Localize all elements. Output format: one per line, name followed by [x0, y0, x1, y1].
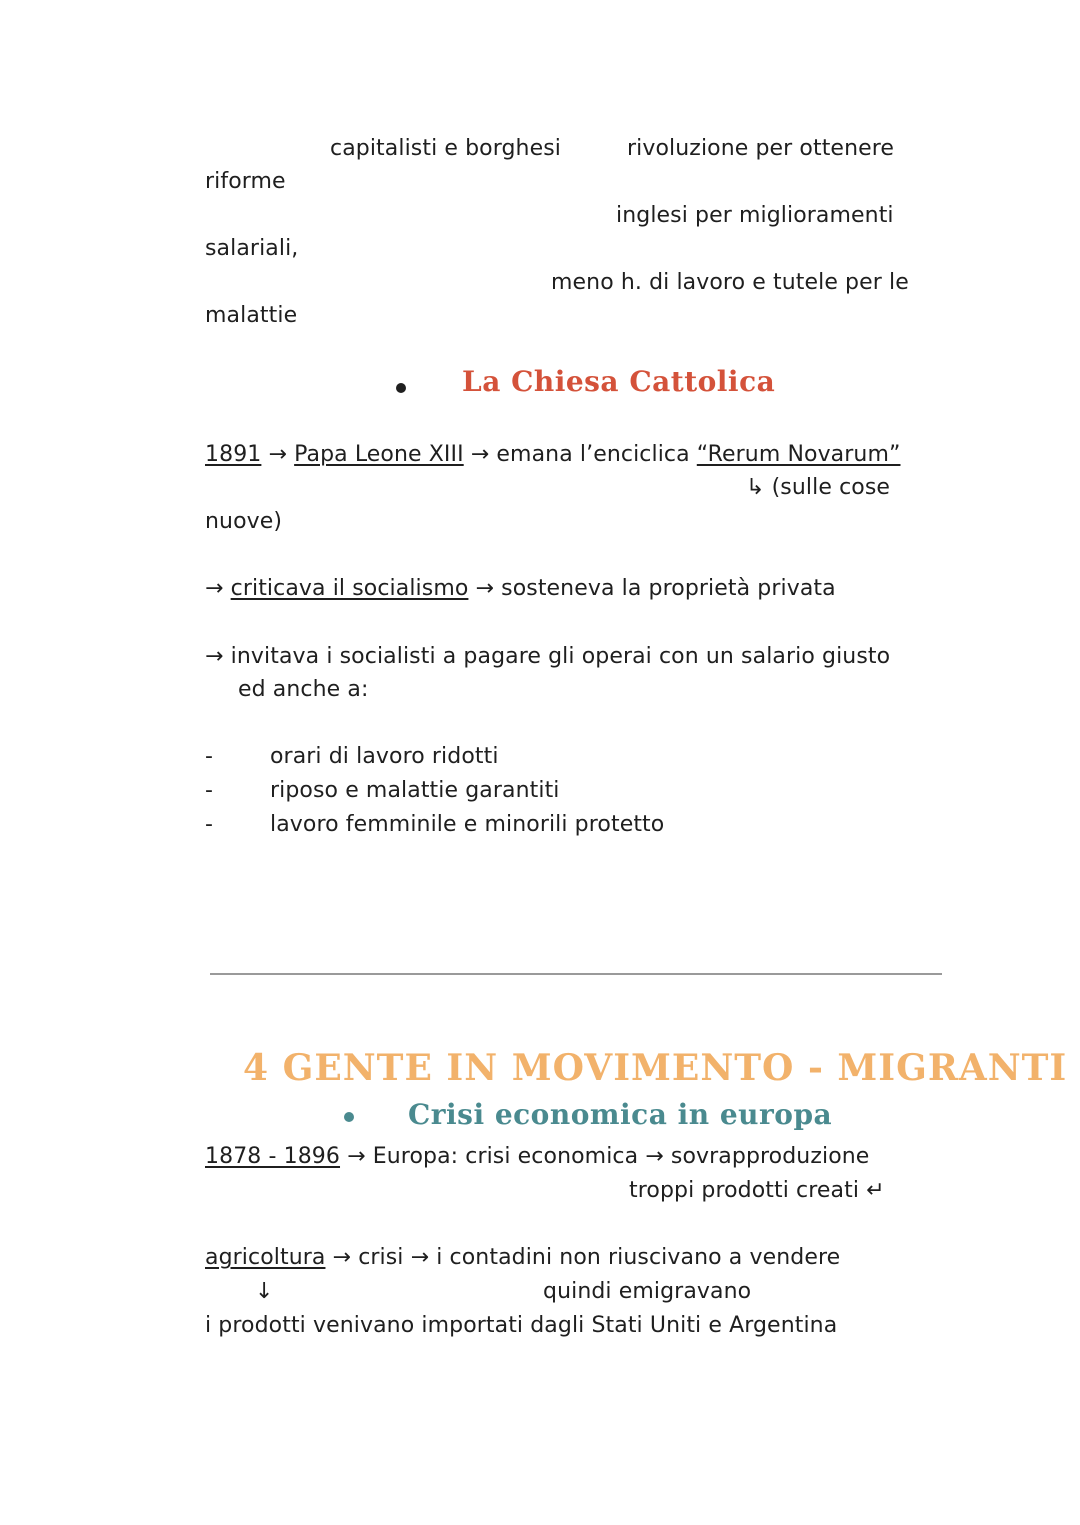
crisi-line-import: i prodotti venivano importati dagli Stati Uniti e Argentina	[205, 1313, 838, 1338]
critica-rest: → sosteneva la proprietà privata	[468, 576, 836, 601]
intro-line-2: riforme	[205, 169, 286, 194]
list-dash: -	[205, 778, 213, 803]
intro-line-6: malattie	[205, 303, 298, 328]
crisi-line-emigravano: quindi emigravano	[543, 1279, 752, 1304]
years-range: 1878 - 1896	[205, 1144, 341, 1169]
pope-name: Papa Leone XIII	[294, 442, 464, 467]
bullet-icon	[344, 1112, 354, 1122]
crisi-line-years	[205, 1142, 869, 1172]
arrow-1: →	[261, 442, 295, 467]
encyclical-subnote: ↳ (sulle cose	[746, 475, 891, 500]
year-1891: 1891	[205, 442, 262, 467]
chiesa-line-invito-2: ed anche a:	[238, 677, 369, 702]
intro-line-4: salariali,	[205, 236, 299, 261]
list-item: lavoro femminile e minorili protetto	[270, 812, 665, 837]
section-divider	[210, 973, 942, 975]
intro-line-5: meno h. di lavoro e tutele per le	[551, 270, 909, 295]
bullet-icon	[396, 383, 406, 393]
chiesa-line-critica	[205, 574, 836, 604]
intro-line-1b: rivoluzione per ottenere	[627, 136, 895, 161]
section-heading-chiesa: La Chiesa Cattolica	[462, 365, 776, 398]
chiesa-line-invito: → invitava i socialisti a pagare gli operai con un salario giusto	[205, 644, 891, 669]
list-dash: -	[205, 812, 213, 837]
arrow-crit: →	[205, 576, 231, 601]
crisi-line-agricoltura	[205, 1243, 840, 1273]
encyclical-name: “Rerum Novarum”	[696, 442, 901, 467]
emana-text: → emana l’enciclica	[463, 442, 697, 467]
encyclical-subnote-cont: nuove)	[205, 509, 283, 534]
agricoltura-word: agricoltura	[205, 1245, 326, 1270]
years-rest: → Europa: crisi economica → sovrapproduzione	[340, 1144, 870, 1169]
list-dash: -	[205, 744, 213, 769]
chiesa-line-1891	[205, 440, 900, 470]
intro-line-3: inglesi per miglioramenti	[616, 203, 894, 228]
list-item: riposo e malattie garantiti	[270, 778, 560, 803]
section-heading-crisi: Crisi economica in europa	[408, 1098, 833, 1131]
agricoltura-rest: → crisi → i contadini non riuscivano a vendere	[325, 1245, 841, 1270]
down-arrow-icon: ↓	[255, 1279, 274, 1304]
list-item: orari di lavoro ridotti	[270, 744, 499, 769]
section-title-migranti: 4 GENTE IN MOVIMENTO - MIGRANTI	[243, 1047, 1068, 1089]
intro-line-1a: capitalisti e borghesi	[330, 136, 562, 161]
critica-socialismo: criticava il socialismo	[230, 576, 469, 601]
crisi-line-overproduction: troppi prodotti creati ↵	[629, 1178, 885, 1203]
